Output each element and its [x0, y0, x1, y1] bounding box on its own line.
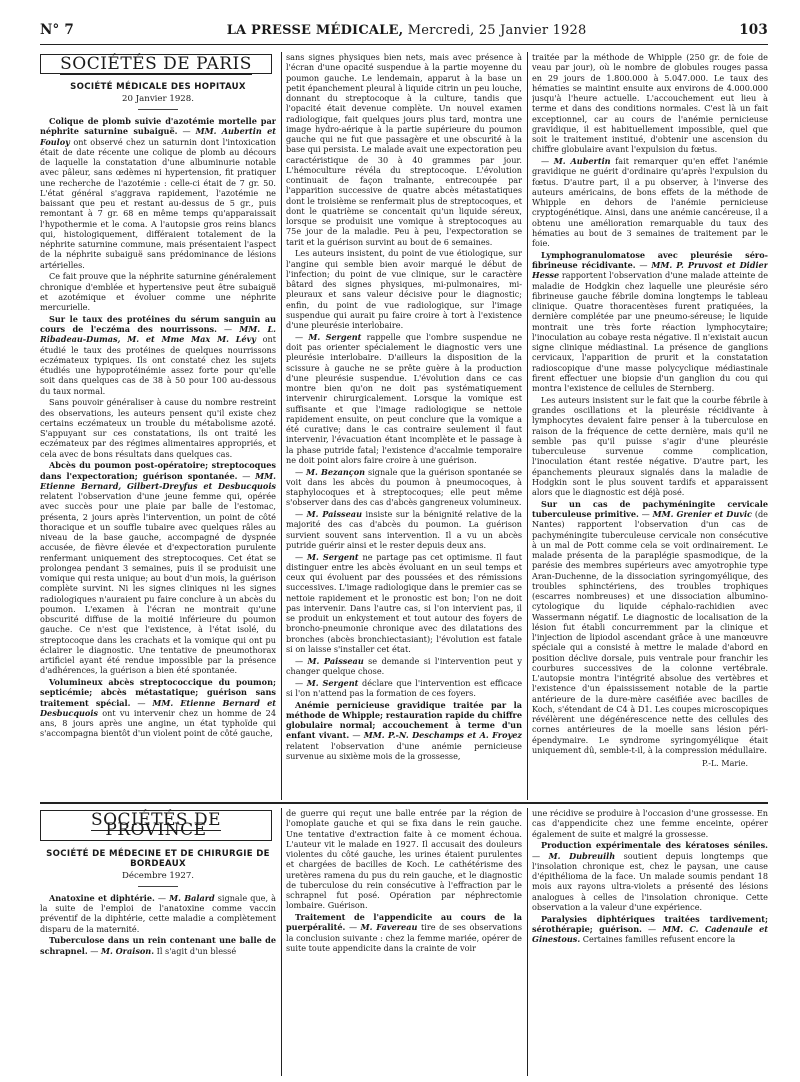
- article-text: Les auteurs insistent sur le fait que la courbe fébrile à grandes oscillations et la pleurésie récidivante à lymphocytes devaient faire penser à la tuberculose en raison de la fréquence de cette dernière, mais qu'il ne semble pas qu'il puisse s'agir d'une pleurésie tuberculeuse survenue comme complication, l'inoculation étant restée négative. D'autre part, les épanchements pleuraux signalés dans la maladie de Hodgkin sont le plus souvent tardifs et apparaissent alors que le diagnostic est déjà posé.: [532, 394, 768, 497]
- article-title: Volumineux abcès streptococcique du poumon; septicémie; abcès métastatique; guérison sans traitement spécial.: [40, 677, 276, 708]
- article-paragraph: [286, 248, 522, 330]
- article-paragraph: — M. Sergent rappelle que l'ombre suspendue ne doit pas orienter spécialement le diagnostic vers une pleurésie interlobaire. D'ailleurs la disposition de la scissure à gauche ne se prête guère à la production d'une pleurésie suspendue. L'évolution dans ce cas montre bien qu'on ne doit pas systématiquement intervenir chirurgicalement. Lorsque la vomique est suffisante et que l'image radiologique se nettoie rapidement ensuite, on peut conclure que la vomique a été curative; dans le cas contraire seulement il faut intervenir, l'évacuation étant incomplète et le passage à la phase putride fatal; l'existence d'accalmie temporaire ne doit point alors faire croire à une guérison.: [286, 331, 522, 465]
- article-paragraph: [532, 395, 768, 498]
- article-paragraph: Production expérimentale des kératoses séniles. — M. Dubreuilh soutient depuis longtemps que l'insolation chronique est, chez le paysan, une cause d'épithélioma de la face. Un malade soumis pendant 18 mois aux rayons ultra-violets a présenté des lésions analogues à celles de l'insolation chronique. Cette observation a la valeur d'une expérience.: [532, 840, 768, 912]
- province-column-2: [286, 808, 522, 1076]
- article-authors: M. Oraison.: [100, 945, 155, 956]
- province-column-1: [40, 808, 276, 1076]
- article-paragraph: Sur un cas de pachyméningite cervicale tuberculeuse primitive. — MM. Grenier et Duvic (de Nantes) rapportent l'observation d'un cas de pachyméningite tuberculeuse cervicale non consécutive à un mal de Pott comme cela se voit ordinairement. Le malade présenta de la paraplégie spasmodique, de la parésie des membres supérieurs avec amyotrophie type Aran-Duchenne, de la dissociation syringomyélique, des troubles sphinctériens, des troubles trophiques (escarres nombreuses) et une dissociation albumino-cytologique du liquide céphalo-rachidien avec Wassermann négatif. Le diagnostic de localisation de la lésion fut établi concurremment par la clinique et l'injection de lipiodol ascendant grâce à une manœuvre spéciale qui a consisté à mettre le malade d'abord en position déclive dorsale, puis ventrale pour franchir les courbures successives de la colonne vertébrale. L'autopsie montra l'intégrité absolue des vertèbres et l'existence d'un épaississement notable de la partie antérieure de la dure-mère caséifiée avec bacilles de Koch, s'étendant de C4 à D1. Les coupes microscopiques révélèrent une dégénérescence nette des cellules des cornes antérieures de la moelle sans lésion péri-épendymaire. Le syndrome syringomyélique était uniquement dû, semble-t-il, à la compression médullaire.: [532, 498, 768, 755]
- section-rule: [40, 802, 768, 804]
- article-text: rappelle que l'ombre suspendue ne doit pas orienter spécialement le diagnostic vers une pleurésie interlobaire. D'ailleurs la disposition de la scissure à gauche ne se prête guère à la production d'une pleurésie suspendue. L'évolution dans ce cas montre bien qu'on ne doit pas systématiquement intervenir chirurgicalement. Lorsque la vomique est suffisante et que l'image radiologique se nettoie rapidement ensuite, on peut conclure que la vomique a été curative; dans le cas contraire seulement il faut intervenir, l'évacuation étant incomplète et le passage à la phase putride fatal; l'existence d'accalmie temporaire ne doit point alors faire croire à une guérison.: [286, 331, 522, 465]
- column-divider: [281, 52, 282, 800]
- paris-column-2: [286, 52, 522, 800]
- article-text: traitée par la méthode de Whipple (250 gr. de foie de veau par jour), où le nombre de globules rouges passa en 29 jours de 1.800.000 à 5.047.000. Le taux des hématies se maintint ensuite aux environs de 4.000.000 jusqu'à l'heure actuelle. L'accouchement eut lieu à terme et dans des conditions normales. C'est là un fait exceptionnel, car au cours de l'anémie pernicieuse gravidique, il est habituellement impossible, quel que soit le traitement institué, d'obtenir une ascension du chiffre globulaire avant l'expulsion du fœtus.: [532, 52, 768, 155]
- article-authors: M. Paisseau: [306, 509, 362, 519]
- article-text: signale que, à la suite de l'emploi de l'anatoxine comme vaccin préventif de la diphtérie, cette maladie a complètement disparu de la maternité.: [40, 892, 276, 934]
- article-text: sans signes physiques bien nets, mais avec présence à l'écran d'une opacité suspendue à la partie moyenne du poumon gauche. Le lendemain, apparut à la base un petit épanchement pleural à liquide citrin un peu louche, donnant du streptocoque à la culture, tandis que l'opacité était devenue complète. Un nouvel examen radiologique, fait quelques jours plus tard, montra une image hydro-aérique à la partie supérieure du poumon gauche qui ne fut que passagère et une obscurité à la base qui persista. Le malade avait une expectoration peu caractéristique de 30 à 40 grammes par jour. L'hémoculture révéla du streptocoque. L'évolution continuait de façon traînante, entrecoupée par l'apparition successive de quatre abcès métastatiques dont le troisième se renfermait plus de streptocoques, et dont le quatrième se concentait qu'un liquide séreux, lorsque se produisit une vomique à streptocoques au 75e jour de la maladie. Peu à peu, l'expectoration se tarit et la guérison survint au bout de 6 semaines.: [286, 52, 522, 247]
- article-authors: M. Paisseau: [307, 655, 364, 666]
- article-text: Sans pouvoir généraliser à cause du nombre restreint des observations, les auteurs pensent qu'il existe chez certains eczémateux un trouble du métabolisme azoté. S'appuyant sur ces constatations, ils ont traité les eczémateux par des régimes alimentaires appropriés, et cela avec de bons résultats dans quelques cas.: [40, 397, 276, 459]
- column-divider: [527, 52, 528, 800]
- article-text: signale que la guérison spontanée se voit dans les abcès du poumon à pneumocoques, à staphylocoques et à streptocoques; elle peut même s'observer dans des cas d'abcès gangreneux volumineux.: [286, 466, 522, 508]
- journal-name: LA PRESSE MÉDICALE,: [226, 23, 404, 38]
- article-paragraph: — M. Sergent ne partage pas cet optimisme. Il faut distinguer entre les abcès évoluant en un seul temps et ceux qui évoluent par des poussées et des rémissions successives. L'image radiologique dans le premier cas se nettoie rapidement et le pronostic est bon; l'on ne doit pas intervenir. Dans l'autre cas, si l'on intervient pas, il se produit un enkystement et tout autour des foyers de broncho-pneumonie chronique avec des dilatations des bronches (abcès bronchiectasiant); l'évolution est fatale si on laisse s'installer cet état.: [286, 551, 522, 654]
- column-divider: [281, 808, 282, 1076]
- column-divider: [527, 808, 528, 1076]
- article-authors: MM. P.-N. Deschamps et A. Froyez: [363, 730, 522, 741]
- article-paragraph: [40, 397, 276, 459]
- article-text: ont vu intervenir chez un homme de 24 ans, 8 jours après une angine, un état typhoïde qui s'accompagna bientôt d'un violent point de côté gauche,: [40, 707, 276, 739]
- article-authors: MM. Aubertin et Fouloy: [40, 126, 276, 147]
- article-text: tire de ses observations la conclusion suivante : chez la femme mariée, opérer de suite toute appendicite dans la crainte de voir: [286, 922, 522, 953]
- article-authors: M. Balard: [169, 892, 215, 903]
- article-paragraph: Tuberculose dans un rein contenant une balle de schrapnel. — M. Oraison. Il s'agit d'un blessé: [40, 935, 276, 956]
- article-title: Traitement de l'appendicite au cours de la puerpéralité.: [286, 912, 522, 933]
- article-paragraph: [532, 808, 768, 839]
- article-paragraph: — M. Bezançon signale que la guérison spontanée se voit dans les abcès du poumon à pneumocoques, à staphylocoques et à streptocoques; elle peut même s'observer dans des cas d'abcès gangreneux volumineux.: [286, 466, 522, 508]
- article-paragraph: Anémie pernicieuse gravidique traitée par la méthode de Whipple; restauration rapide du chiffre globulaire normal; accouchement à terme d'un enfant vivant. — MM. P.-N. Deschamps et A. Froyez relatent l'observation d'une anémie pernicieuse survenue au sixième mois de la grossesse,: [286, 699, 522, 761]
- article-authors: MM. Etienne Bernard, Gilbert-Dreyfus et Desbucquois: [40, 470, 276, 491]
- article-title: Colique de plomb suivie d'azotémie mortelle par néphrite saturnine subaiguë.: [40, 116, 276, 137]
- article-title: Anémie pernicieuse gravidique traitée par la méthode de Whipple; restauration rapide du chiffre globulaire normal; accouchement à terme d'un enfant vivant.: [286, 699, 522, 741]
- article-text: Certaines familles refusent encore la: [582, 934, 736, 944]
- article-authors: MM. C. Cadenaule et Ginestous.: [532, 923, 768, 944]
- article-authors: MM. Grenier et Duvic: [652, 509, 753, 519]
- article-paragraph: — M. Paisseau insiste sur la bénignité relative de la majorité des cas d'abcès du poumon. La guérison survient souvent sans intervention. Il a vu un abcès putride guérir ainsi et le rester depuis deux ans.: [286, 509, 522, 550]
- paris-signature: P.-L. Marie.: [701, 759, 748, 768]
- article-authors: M. Sergent: [306, 677, 359, 688]
- article-text: une récidive se produire à l'occasion d'une grossesse. En cas d'appendicite chez une femme enceinte, opérer également de suite et malgré la grossesse.: [532, 808, 768, 839]
- article-text: ont observé chez un saturnin dont l'intoxication était de date récente une colique de plomb au décours de laquelle la constatation d'une albuminurie notable avec pâleur, sans œdèmes ni hypertension, fit pratiquer une recherche de l'azotémie : celle-ci était de 7 gr. 50. L'état général s'aggrava rapidement, l'azotémie ne baissant que peu et restant au-dessus de 5 gr., puis remontant à 7 gr. 68 en même temps qu'apparaissait l'hypothermie et le coma. A l'autopsie gros reins blancs qui, histologiquement, différaient totalement de la néphrite saturnine commune, mais présentaient l'aspect de la néphrite subaiguë sans prédominance de lésions artérielles.: [40, 136, 276, 270]
- article-paragraph: [286, 808, 522, 911]
- article-paragraph: — M. Aubertin fait remarquer qu'en effet l'anémie gravidique ne guérit d'ordinaire qu'après l'expulsion du fœtus. D'autre part, il a pu observer, à l'inverse des auteurs américains, de bons effets de la méthode de Whipple en dehors de l'anémie pernicieuse cryptogénétique. Ainsi, dans une anémie cancéreuse, il a obtenu une amélioration remarquable du taux des hématies au bout de 3 semaines de traitement par le foie.: [532, 156, 768, 248]
- article-title: Sur un cas de pachyméningite cervicale tuberculeuse primitive.: [532, 498, 768, 519]
- article-title: Tuberculose dans un rein contenant une balle de schrapnel.: [40, 935, 276, 956]
- article-text: se demande si l'intervention peut y changer quelque chose.: [286, 655, 522, 676]
- article-paragraph: Abcès du poumon post-opératoire; streptocoques dans l'expectoration; guérison spontanée. — MM. Etienne Bernard, Gilbert-Dreyfus et Desbucquois relatent l'observation d'une jeune femme qui, opérée avec succès pour une plaie par balle de l'estomac, présenta, 2 jours après l'intervention, un point de côté thoracique et un souffle tubaire avec quelques râles au niveau de la base gauche, accompagné de dyspnée accusée, de fièvre élevée et d'expectoration purulente renfermant uniquement des streptocoques. Cet état se prolongea pendant 3 semaines, puis il se produisit une vomique qui resta unique; au bout d'un mois, la guérison complète survint. Ni les signes cliniques ni les signes radiologiques n'auraient pu faire conclure à un abcès du poumon. L'examen à l'écran ne montrait qu'une obscurité diffuse de la moitié inférieure du poumon gauche. Ce n'est que l'existence, à l'état isolé, du streptocoque dans les crachats et la vomique qui ont pu éclairer le diagnostic. Une tentative de pneumothorax artificiel ayant été rendue impossible par la présence d'adhérences, la guérison a bien été spontanée.: [40, 460, 276, 676]
- article-text: Les auteurs insistent, du point de vue étiologique, sur l'angine qui semble bien avoir marqué le début de l'infection; du point de vue clinique, sur le caractère bâtard des signes physiques, mi-pulmonaires, mi-pleuraux et sans valeur décisive pour le diagnostic; enfin, du point de vue radiologique, sur l'image suspendue qui aurait pu faire croire à tort à l'existence d'une pleurésie interlobaire.: [286, 248, 522, 330]
- article-text: insiste sur la bénignité relative de la majorité des cas d'abcès du poumon. La guérison survient souvent sans intervention. Il a vu un abcès putride guérir ainsi et le rester depuis deux ans.: [286, 509, 522, 550]
- article-paragraph: Colique de plomb suivie d'azotémie mortelle par néphrite saturnine subaiguë. — MM. Aubertin et Fouloy ont observé chez un saturnin dont l'intoxication était de date récente une colique de plomb au décours de laquelle la constatation d'une albuminurie notable avec pâleur, sans œdèmes ni hypertension, fit pratiquer une recherche de l'azotémie : celle-ci était de 7 gr. 50. L'état général s'aggrava rapidement, l'azotémie ne baissant que peu et restant au-dessus de 5 gr., puis remontant à 7 gr. 68 en même temps qu'apparaissait l'hypothermie et le coma. A l'autopsie gros reins blancs qui, histologiquement, différaient totalement de la néphrite saturnine commune, mais présentaient l'aspect de la néphrite subaiguë sans prédominance de lésions artérielles.: [40, 116, 276, 270]
- article-authors: MM. P. Pruvost et Didier Hesse: [532, 260, 768, 281]
- article-title: Anatoxine et diphtérie.: [49, 892, 155, 903]
- article-text: Il s'agit d'un blessé: [156, 945, 237, 956]
- province-column-3: [532, 808, 768, 1076]
- paris-society-date: 20 Janvier 1928.: [40, 94, 276, 110]
- province-heading: SOCIÉTÉS DE PROVINCE: [90, 810, 222, 841]
- header-rule: [40, 44, 768, 45]
- issue-number: N° 7: [40, 22, 74, 38]
- article-paragraph: [40, 271, 276, 312]
- article-paragraph: Traitement de l'appendicite au cours de la puerpéralité. — M. Favereau tire de ses observations la conclusion suivante : chez la femme mariée, opérer de suite toute appendicite dans la crainte de voir: [286, 912, 522, 953]
- article-text: ont étudié le taux des protéines de quelques nourrissons eczémateux typiques. Ils ont constaté chez les sujets étudiés une hypoprotéinémie assez forte pour qu'elle soit dans quelques cas de 38 à 50 pour 100 au-dessous du taux normal.: [40, 334, 276, 396]
- paris-section: [40, 52, 768, 800]
- article-authors: MM. L. Ribadeau-Dumas, M. et Mme Max M. Lévy: [40, 324, 276, 345]
- article-paragraph: Anatoxine et diphtérie. — M. Balard signale que, à la suite de l'emploi de l'anatoxine comme vaccin préventif de la diphtérie, cette maladie a complètement disparu de la maternité.: [40, 892, 276, 934]
- article-text: relatent l'observation d'une anémie pernicieuse survenue au sixième mois de la grossesse,: [286, 740, 522, 761]
- article-authors: M. Sergent: [308, 331, 362, 342]
- article-authors: M. Sergent: [306, 551, 359, 562]
- article-text: Ce fait prouve que la néphrite saturnine généralement chronique d'emblée et hypertensive peut être subaiguë et azotémique et évoluer comme une néphrite mercurielle.: [40, 271, 276, 312]
- article-authors: M. Bezançon: [306, 466, 366, 477]
- article-title: Lymphogranulomatose avec pleurésie séro-fibrineuse récidivante.: [532, 249, 768, 270]
- article-paragraph: Lymphogranulomatose avec pleurésie séro-fibrineuse récidivante. — MM. P. Pruvost et Didier Hesse rapportent l'observation d'une malade atteinte de maladie de Hodgkin chez laquelle une pleurésie séro fibrineuse gauche fébrile domina longtemps le tableau clinique. Quatre thoracentèses furent pratiquées, la dernière complétée par une pneumo-séreuse; le liquide montrait une très forte réaction lymphocytaire; l'inoculation au cobaye resta négative. Il n'existait aucun signe clinique médiastinal. La présence de ganglions cervicaux, l'apparition de prurit et la constatation radioscopique d'une masse polycyclique médiastinale firent effectuer une biopsie d'un ganglion du cou qui montra l'existence de cellules de Sternberg.: [532, 249, 768, 393]
- article-title: Production expérimentale des kératoses séniles.: [541, 840, 768, 851]
- province-society-title: SOCIÉTÉ DE MÉDECINE ET DE CHIRURGIE DE BORDEAUX: [46, 848, 270, 869]
- journal-title-line: [227, 23, 587, 38]
- article-text: fait remarquer qu'en effet l'anémie gravidique ne guérit d'ordinaire qu'après l'expulsion du fœtus. D'autre part, il a pu observer, à l'inverse des auteurs américains, de bons effets de la méthode de Whipple en dehors de l'anémie pernicieuse cryptogénétique. Ainsi, dans une anémie cancéreuse, il a obtenu une amélioration remarquable du taux des hématies au bout de 3 semaines de traitement par le foie.: [532, 156, 768, 248]
- article-text: déclare que l'intervention est efficace si l'on n'attend pas la formation de ces foyers.: [286, 677, 522, 698]
- article-text: de guerre qui reçut une balle entrée par la région de l'omoplate gauche et qui se fixa dans le rein gauche. Une tentative d'extraction faite à ce moment échoua. L'auteur vit le malade en 1927. Il accusait des douleurs violentes du côté gauche, les urines étaient purulentes et chargées de bacilles de Koch. Le cathétérisme des uretères ramena du pus du rein gauche, et le diagnostic de tuberculose du rein consécutive à l'effraction par le schrapnel fut posé. Opération par néphrectomie lombaire. Guérison.: [286, 808, 522, 911]
- page-number: 103: [739, 22, 768, 38]
- article-paragraph: Paralysies diphtériques traitées tardivement; sérothérapie; guérison. — MM. C. Cadenaule et Ginestous. Certaines familles refusent encore la: [532, 913, 768, 944]
- paris-society-title: SOCIÉTÉ MÉDICALE DES HOPITAUX: [70, 82, 246, 93]
- article-title: Paralysies diphtériques traitées tardivement; sérothérapie; guérison.: [532, 913, 768, 934]
- paris-heading: SOCIÉTÉS DE PARIS: [60, 54, 252, 74]
- article-paragraph: Sur le taux des protéines du sérum sanguin au cours de l'eczéma des nourrissons. — MM. L. Ribadeau-Dumas, M. et Mme Max M. Lévy ont étudié le taux des protéines de quelques nourrissons eczémateux typiques. Ils ont constaté chez les sujets étudiés une hypoprotéinémie assez forte pour qu'elle soit dans quelques cas de 38 à 50 pour 100 au-dessous du taux normal.: [40, 313, 276, 396]
- article-paragraph: [532, 52, 768, 155]
- article-authors: MM. Etienne Bernard et Desbucquois: [40, 697, 276, 718]
- article-text: (de Nantes) rapportent l'observation d'un cas de pachyméningite tuberculeuse cervicale non consécutive à un mal de Pott comme cela se voit ordinairement. Le malade présenta de la paraplégie spasmodique, de la parésie des membres supérieurs avec amyotrophie type Aran-Duchenne, de la dissociation syringomyélique, des troubles sphinctériens, des troubles trophiques (escarres nombreuses) et une dissociation albumino-cytologique du liquide céphalo-rachidien avec Wassermann négatif. Le diagnostic de localisation de la lésion fut établi concurremment par la clinique et l'injection de lipiodol ascendant grâce à une manœuvre spéciale qui a consisté à mettre le malade d'abord en position déclive dorsale, puis ventrale pour franchir les courbures successives de la colonne vertébrale. L'autopsie montra l'intégrité absolue des vertèbres et l'existence d'un épaississement notable de la partie antérieure de la dure-mère caséifiée avec bacilles de Koch, s'étendant de C4 à D1. Les coupes microscopiques révélèrent une dégénérescence nette des cellules des cornes antérieures de la moelle sans lésion péri-épendymaire. Le syndrome syringomyélique était uniquement dû, semble-t-il, à la compression médullaire.: [532, 509, 768, 755]
- issue-date: Mercredi, 25 Janvier 1928: [407, 23, 587, 38]
- article-text: rapportent l'observation d'une malade atteinte de maladie de Hodgkin chez laquelle une pleurésie séro fibrineuse gauche fébrile domina longtemps le tableau clinique. Quatre thoracentèses furent pratiquées, la dernière complétée par une pneumo-séreuse; le liquide montrait une très forte réaction lymphocytaire; l'inoculation au cobaye resta négative. Il n'existait aucun signe clinique médiastinal. La présence de ganglions cervicaux, l'apparition de prurit et la constatation radioscopique d'une masse polycyclique médiastinale firent effectuer une biopsie d'un ganglion du cou qui montra l'existence de cellules de Sternberg.: [532, 270, 768, 393]
- article-paragraph: Volumineux abcès streptococcique du poumon; septicémie; abcès métastatique; guérison sans traitement spécial. — MM. Etienne Bernard et Desbucquois ont vu intervenir chez un homme de 24 ans, 8 jours après une angine, un état typhoïde qui s'accompagna bientôt d'un violent point de côté gauche,: [40, 677, 276, 739]
- paris-heading-box: [40, 54, 272, 74]
- article-paragraph: — M. Paisseau se demande si l'intervention peut y changer quelque chose.: [286, 655, 522, 676]
- paris-column-3: [532, 52, 768, 800]
- article-text: ne partage pas cet optimisme. Il faut distinguer entre les abcès évoluant en un seul temps et ceux qui évoluent par des poussées et des rémissions successives. L'image radiologique dans le premier cas se nettoie rapidement et le pronostic est bon; l'on ne doit pas intervenir. Dans l'autre cas, si l'on intervient pas, il se produit un enkystement et tout autour des foyers de broncho-pneumonie chronique avec des dilatations des bronches (abcès bronchiectasiant); l'évolution est fatale si on laisse s'installer cet état.: [286, 551, 522, 654]
- province-section: [40, 808, 768, 1076]
- province-society-date: Décembre 1927.: [40, 871, 276, 887]
- article-authors: M. Dubreuilh: [548, 850, 616, 861]
- province-heading-box: [40, 810, 272, 841]
- article-authors: M. Aubertin: [553, 156, 611, 166]
- page-header: [40, 22, 768, 42]
- article-paragraph: — M. Sergent déclare que l'intervention est efficace si l'on n'attend pas la formation de ces foyers.: [286, 677, 522, 698]
- article-authors: M. Favereau: [360, 922, 418, 933]
- article-title: Sur le taux des protéines du sérum sanguin au cours de l'eczéma des nourrissons.: [40, 313, 276, 334]
- article-text: relatent l'observation d'une jeune femme qui, opérée avec succès pour une plaie par balle de l'estomac, présenta, 2 jours après l'intervention, un point de côté thoracique et un souffle tubaire avec quelques râles au niveau de la base gauche, accompagné de dyspnée accusée, de fièvre élevée et d'expectoration purulente renfermant uniquement des streptocoques. Cet état se prolongea pendant 3 semaines, puis il se produisit une vomique qui resta unique; au bout d'un mois, la guérison complète survint. Ni les signes cliniques ni les signes radiologiques n'auraient pu faire conclure à un abcès du poumon. L'examen à l'écran ne montrait qu'une obscurité diffuse de la moitié inférieure du poumon gauche. Ce n'est que l'existence, à l'état isolé, du streptocoque dans les crachats et la vomique qui ont pu éclairer le diagnostic. Une tentative de pneumothorax artificiel ayant été rendue impossible par la présence d'adhérences, la guérison a bien été spontanée.: [40, 491, 276, 676]
- article-title: Abcès du poumon post-opératoire; streptocoques dans l'expectoration; guérison spontanée.: [40, 460, 276, 481]
- article-paragraph: [286, 52, 522, 247]
- article-text: soutient depuis longtemps que l'insolation chronique est, chez le paysan, une cause d'épithélioma de la face. Un malade soumis pendant 18 mois aux rayons ultra-violets a présenté des lésions analogues à celles de l'insolation chronique. Cette observation a la valeur d'une expérience.: [532, 850, 768, 912]
- paris-column-1: [40, 52, 276, 800]
